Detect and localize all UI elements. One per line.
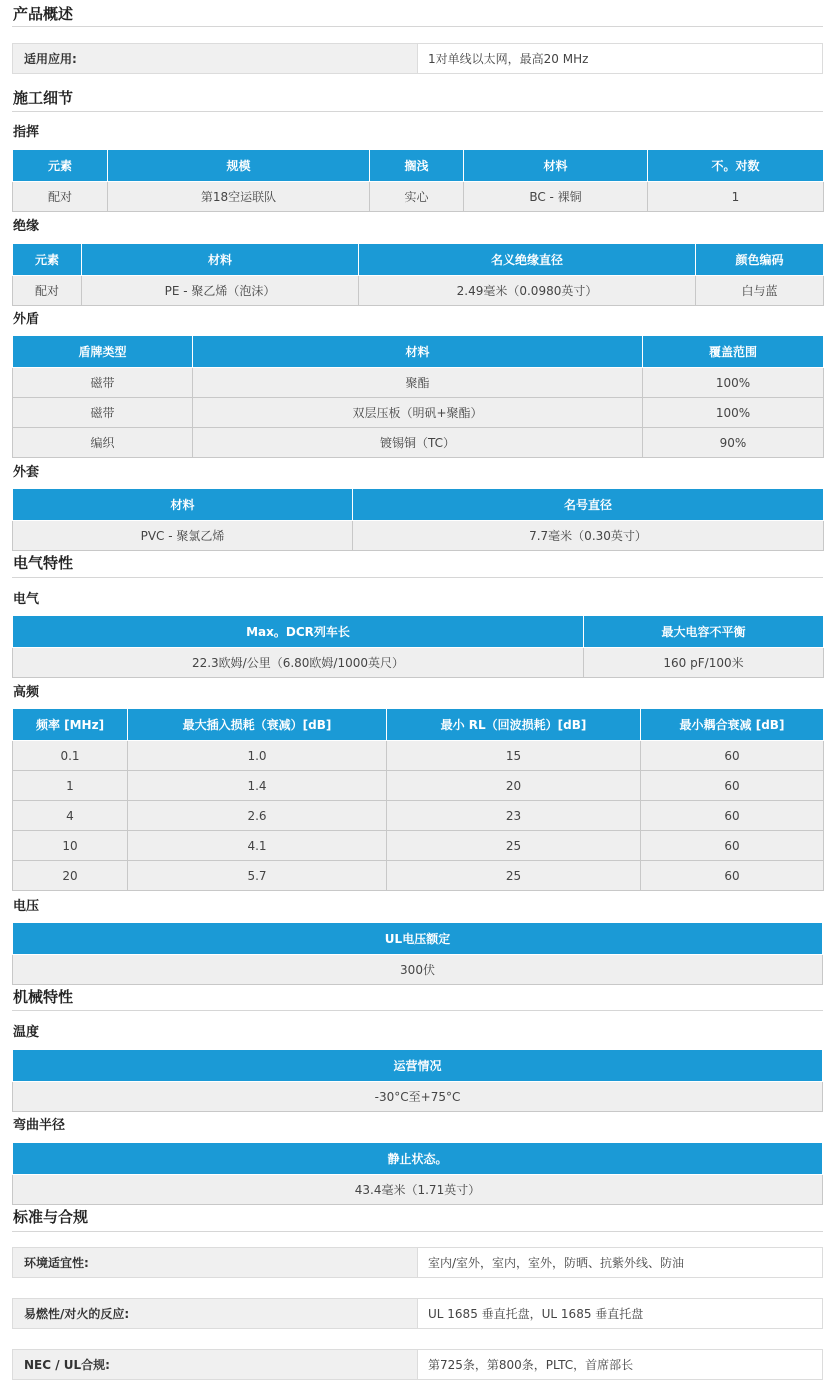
subsection-title-voltage: 电压: [13, 899, 40, 914]
section-divider: [12, 1010, 823, 1011]
table-cell: 4.1: [128, 831, 387, 861]
application-row: [12, 43, 823, 74]
table-cell: 160 pF/100米: [584, 648, 824, 678]
section-title-construction: 施工细节: [13, 89, 74, 107]
column-header: 最小耦合衰减 [dB]: [641, 709, 824, 741]
table-cell: 60: [641, 831, 824, 861]
standard-row-nec-ul: [12, 1349, 823, 1380]
column-header: 覆盖范围: [643, 336, 824, 368]
table-cell: PE - 聚乙烯（泡沫）: [82, 276, 359, 306]
table-cell: 25: [387, 861, 641, 891]
table-cell: 聚酯: [193, 368, 643, 398]
section-divider: [12, 111, 823, 112]
table-cell: 白与蓝: [696, 276, 824, 306]
voltage-table: [12, 922, 823, 985]
column-header: 规模: [108, 150, 370, 182]
table-cell: 60: [641, 741, 824, 771]
table-row: [13, 182, 824, 212]
table-cell: 0.1: [13, 741, 128, 771]
table-cell: 20: [13, 861, 128, 891]
section-divider: [12, 1231, 823, 1232]
standard-label: 易燃性/对火的反应:: [13, 1299, 418, 1328]
table-cell: 配对: [13, 182, 108, 212]
table-cell: 1.0: [128, 741, 387, 771]
electric-table: [12, 615, 824, 678]
subsection-title-jacket: 外套: [13, 465, 40, 480]
table-cell: 100%: [643, 368, 824, 398]
table-cell: 10: [13, 831, 128, 861]
table-cell: 2.6: [128, 801, 387, 831]
column-header: UL电压额定: [13, 923, 823, 955]
standard-row-flammability: [12, 1298, 823, 1329]
insulation-table: [12, 243, 824, 306]
table-header-row: [13, 616, 824, 648]
table-header-row: [13, 1050, 823, 1082]
column-header: 最小 RL（回波损耗）[dB]: [387, 709, 641, 741]
application-label: 适用应用:: [13, 44, 418, 73]
table-cell: 15: [387, 741, 641, 771]
bend-radius-table: [12, 1142, 823, 1205]
subsection-title-insulation: 绝缘: [13, 219, 40, 234]
table-cell: 60: [641, 801, 824, 831]
column-header: 静止状态。: [13, 1143, 823, 1175]
column-header: Max。DCR列车长: [13, 616, 584, 648]
column-header: 颜色编码: [696, 244, 824, 276]
section-divider: [12, 577, 823, 578]
table-row: [13, 771, 824, 801]
table-row: [13, 521, 824, 551]
table-cell: 20: [387, 771, 641, 801]
column-header: 名义绝缘直径: [359, 244, 696, 276]
column-header: 材料: [464, 150, 648, 182]
table-row: [13, 428, 824, 458]
table-cell: 编织: [13, 428, 193, 458]
section-title-electrical: 电气特性: [13, 554, 74, 572]
table-cell: 磁带: [13, 398, 193, 428]
subsection-title-temperature: 温度: [13, 1025, 40, 1040]
shield-table: [12, 335, 824, 458]
table-row: [13, 398, 824, 428]
table-header-row: [13, 923, 823, 955]
table-row: [13, 1175, 823, 1205]
table-header-row: [13, 1143, 823, 1175]
column-header: 材料: [193, 336, 643, 368]
table-row: [13, 368, 824, 398]
table-cell: 配对: [13, 276, 82, 306]
table-row: [13, 276, 824, 306]
table-row: [13, 741, 824, 771]
column-header: 材料: [13, 489, 353, 521]
table-cell: 5.7: [128, 861, 387, 891]
table-cell: 第18空运联队: [108, 182, 370, 212]
column-header: 元素: [13, 150, 108, 182]
table-cell: 镀锡铜（TC）: [193, 428, 643, 458]
table-cell: 7.7毫米（0.30英寸）: [353, 521, 824, 551]
subsection-title-conductor: 指挥: [13, 125, 40, 140]
section-title-mechanical: 机械特性: [13, 988, 74, 1006]
table-cell: 22.3欧姆/公里（6.80欧姆/1000英尺）: [13, 648, 584, 678]
high-frequency-table: [12, 708, 824, 891]
column-header: 名号直径: [353, 489, 824, 521]
section-title-overview: 产品概述: [13, 5, 74, 23]
table-header-row: [13, 336, 824, 368]
section-divider: [12, 26, 823, 27]
table-cell: 实心: [370, 182, 464, 212]
subsection-title-shield: 外盾: [13, 312, 40, 327]
column-header: 元素: [13, 244, 82, 276]
table-cell: 1: [13, 771, 128, 801]
table-cell: 4: [13, 801, 128, 831]
standard-label: 环境适宜性:: [13, 1248, 418, 1277]
table-header-row: [13, 489, 824, 521]
column-header: 最大电容不平衡: [584, 616, 824, 648]
table-cell: 300伏: [13, 955, 823, 985]
temperature-table: [12, 1049, 823, 1112]
table-header-row: [13, 150, 824, 182]
column-header: 最大插入损耗（衰减）[dB]: [128, 709, 387, 741]
table-cell: 1.4: [128, 771, 387, 801]
standard-value: 室内/室外，室内，室外，防晒、抗紫外线、防油: [418, 1248, 822, 1277]
standard-value: UL 1685 垂直托盘，UL 1685 垂直托盘: [418, 1299, 822, 1328]
table-cell: 1: [648, 182, 824, 212]
table-cell: 23: [387, 801, 641, 831]
table-cell: 90%: [643, 428, 824, 458]
conductor-table: [12, 149, 824, 212]
table-cell: -30°C至+75°C: [13, 1082, 823, 1112]
table-header-row: [13, 244, 824, 276]
column-header: 运营情况: [13, 1050, 823, 1082]
standard-label: NEC / UL合规:: [13, 1350, 418, 1379]
table-row: [13, 861, 824, 891]
table-cell: 磁带: [13, 368, 193, 398]
table-cell: 60: [641, 771, 824, 801]
column-header: 搁浅: [370, 150, 464, 182]
table-cell: 双层压板（明矾+聚酯）: [193, 398, 643, 428]
standard-value: 第725条，第800条，PLTC，首席部长: [418, 1350, 822, 1379]
subsection-title-electric: 电气: [13, 592, 40, 607]
column-header: 频率 [MHz]: [13, 709, 128, 741]
application-value: 1对单线以太网，最高20 MHz: [418, 44, 822, 73]
table-cell: PVC - 聚氯乙烯: [13, 521, 353, 551]
column-header: 材料: [82, 244, 359, 276]
subsection-title-high-frequency: 高频: [13, 685, 40, 700]
table-cell: 2.49毫米（0.0980英寸）: [359, 276, 696, 306]
subsection-title-bend-radius: 弯曲半径: [13, 1118, 66, 1133]
table-row: [13, 1082, 823, 1112]
table-row: [13, 648, 824, 678]
table-cell: 25: [387, 831, 641, 861]
table-cell: 100%: [643, 398, 824, 428]
column-header: 不。对数: [648, 150, 824, 182]
jacket-table: [12, 488, 824, 551]
table-header-row: [13, 709, 824, 741]
standard-row-environment: [12, 1247, 823, 1278]
table-cell: 43.4毫米（1.71英寸）: [13, 1175, 823, 1205]
table-cell: 60: [641, 861, 824, 891]
table-row: [13, 801, 824, 831]
section-title-standards: 标准与合规: [13, 1208, 89, 1226]
table-row: [13, 831, 824, 861]
table-cell: BC - 裸铜: [464, 182, 648, 212]
table-row: [13, 955, 823, 985]
column-header: 盾牌类型: [13, 336, 193, 368]
